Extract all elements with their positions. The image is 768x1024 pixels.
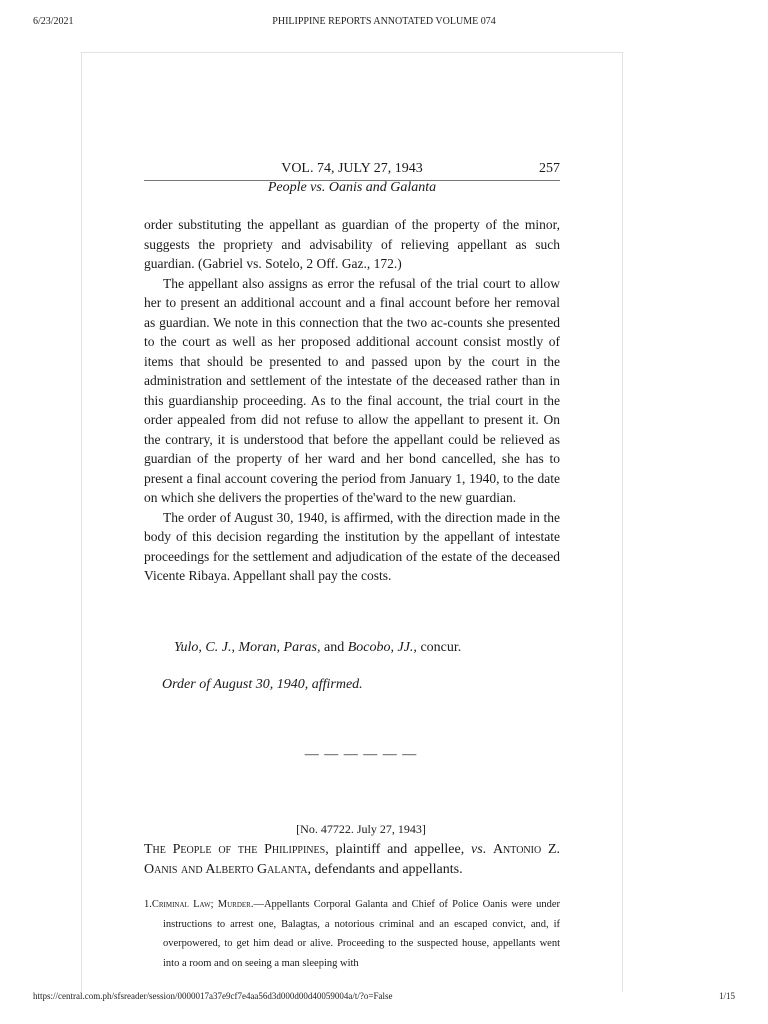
syllabus-number: 1.	[144, 899, 152, 910]
concurring-justices-last: Bocobo, JJ.,	[347, 640, 417, 655]
syllabus-item	[144, 895, 560, 973]
concur-word: concur.	[420, 640, 462, 655]
syllabus-heading: Criminal Law; Murder.	[151, 899, 254, 910]
case-title	[144, 840, 560, 880]
volume-date: VOL. 74, JULY 27, 1943	[281, 161, 423, 176]
case-title-text: , plaintiff and appellee,	[325, 842, 471, 857]
versus: vs	[470, 842, 483, 857]
paragraph: The order of August 30, 1940, is affirmed, with the direction made in the body of this decision regarding the institution by the appellant of intestate proceedings for the settlement and adjudication of the estate of the deceased Vicente Ribaya. Appellant shall pay the costs.	[144, 509, 560, 583]
concurrence-line	[174, 638, 564, 657]
case-title-text: .	[482, 842, 493, 857]
plaintiff-name: The People of the Philippines	[144, 842, 326, 857]
concur-and: and	[324, 640, 345, 655]
defendant-names: Antonio Z. Oanis and Alberto Galanta	[144, 842, 561, 877]
case-number: [No. 47722. July 27, 1943]	[296, 822, 426, 836]
page-url: https://central.com.ph/sfsreader/session/0000017a37e9cf7e4aa56d3d000d00d40059004a/t/?o=False	[33, 991, 393, 1001]
case-short-title: People vs. Oanis and Galanta	[267, 180, 437, 195]
syllabus-text: Appellants Corporal Galanta and Chief of Police Oanis were under instructions to arrest one, Balagtas, a notorious criminal and an escaped convict, and, if overpowered, to get him dead or alive. Proceeding to the suspected house, appellants went into a room and on seeing a man sleeping with	[163, 899, 560, 969]
opinion-body	[144, 215, 560, 586]
paragraph: The appellant also assigns as error the refusal of the trial court to allow her to present an additional account and a final account before her removal as guardian. We note in this connection that the two ac-counts she presented to the court as well as her proposed additional account consist mostly of items that should be presented to and passed upon by the court in the administration and settlement of the intestate of the deceased rather than in this guardianship proceeding. As to the final account, the trial court in the order appealed from did not refuse to allow the appellant to present it. On the contrary, it is understood that before the appellant could be relieved as guardian of the property of her ward and her bond cancelled, she has to present a final account covering the period from January 1, 1940, to the date on which she delivers the properties of the'ward to the new guardian.	[144, 275, 560, 505]
syllabus	[144, 895, 560, 973]
print-header	[0, 16, 768, 32]
concurring-justices: Yulo, C. J., Moran, Paras,	[174, 640, 321, 655]
case-title-text: , defendants and appellants.	[307, 862, 463, 877]
syllabus-dash: —	[253, 899, 264, 910]
print-footer	[0, 991, 768, 1005]
print-date: 6/23/2021	[33, 16, 74, 27]
paragraph: order substituting the appellant as guardian of the property of the minor, suggests the propriety and advisability of relieving appellant as such guardian. (Gabriel vs. Sotelo, 2 Off. Gaz., 172.)	[144, 217, 560, 271]
disposition: Order of August 30, 1940, affirmed.	[162, 677, 363, 692]
running-head	[144, 161, 560, 179]
page-indicator: 1/15	[718, 991, 735, 1001]
print-document-title: PHILIPPINE REPORTS ANNOTATED VOLUME 074	[272, 16, 496, 27]
section-separator: — — — — — —	[304, 747, 418, 762]
page-number: 257	[539, 161, 560, 176]
